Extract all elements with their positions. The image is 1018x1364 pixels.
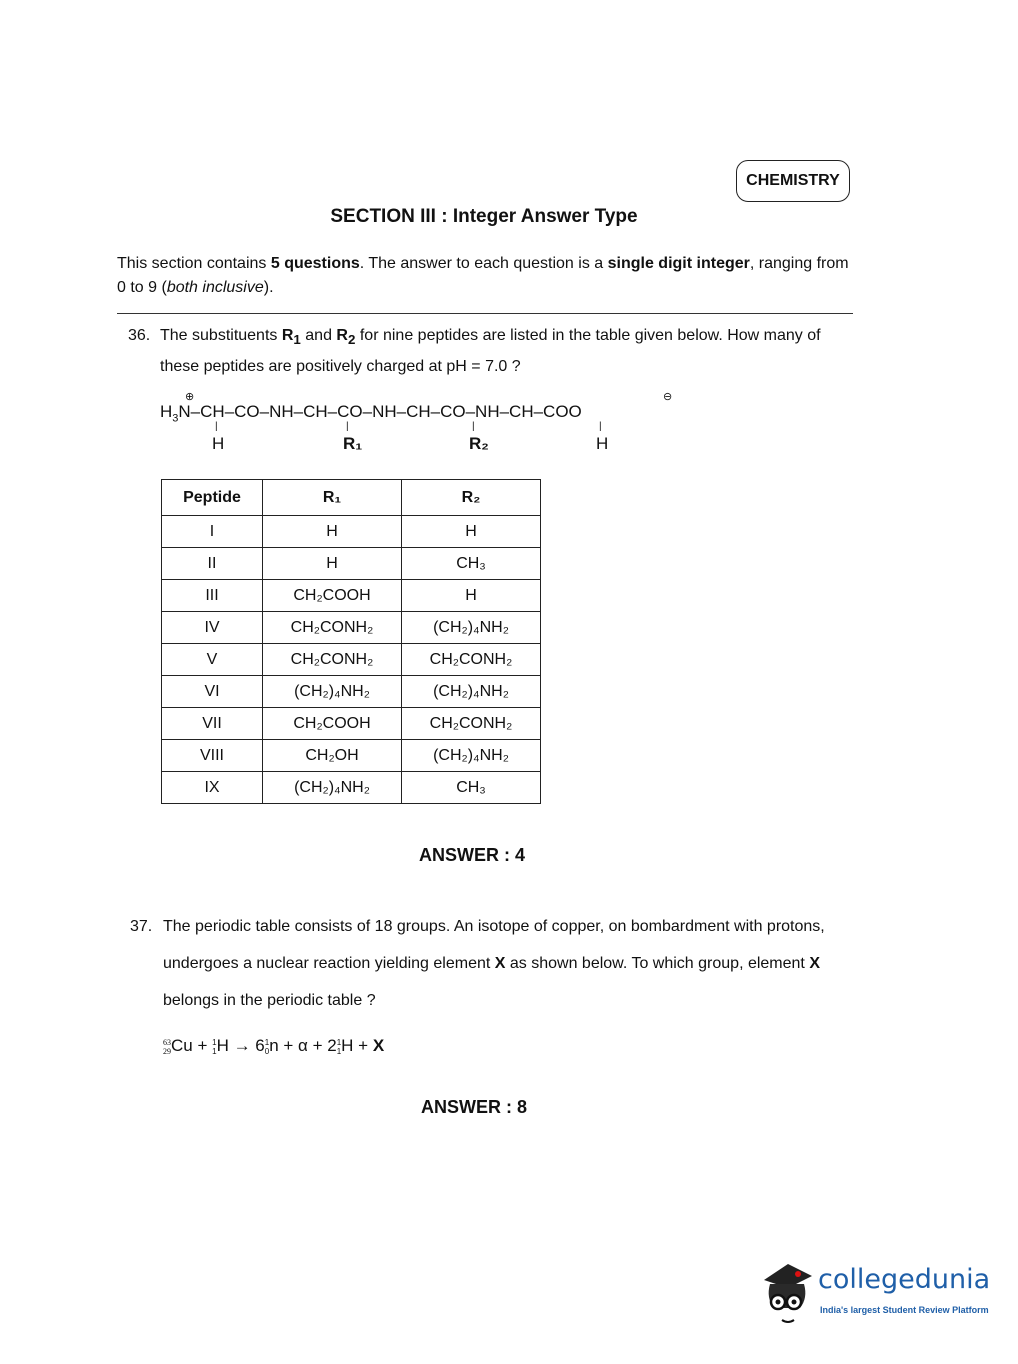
peptide-formula — [160, 390, 700, 460]
question-37 — [130, 908, 860, 1009]
question-number: 36. — [128, 327, 151, 344]
table-cell: CH₂COOH — [263, 708, 402, 740]
table-cell: H — [263, 548, 402, 580]
table-cell: (CH₂)₄NH₂ — [402, 612, 541, 644]
table-row — [162, 772, 541, 804]
question-36 — [128, 322, 858, 376]
table-row — [162, 676, 541, 708]
substituent-r2: R₂ — [469, 434, 489, 453]
table-cell: CH₂COOH — [263, 580, 402, 612]
nuclear-reaction: 63 29Cu + 1 1H → 61 0n + α + 21 1H + X — [163, 1036, 385, 1056]
logo-tagline: India's largest Student Review Platform — [820, 1305, 989, 1315]
table-header: Peptide — [162, 480, 263, 516]
table-cell: CH₂CONH₂ — [402, 644, 541, 676]
table-cell: CH₂OH — [263, 740, 402, 772]
table-row — [162, 612, 541, 644]
table-row — [162, 580, 541, 612]
collegedunia-logo — [760, 1258, 990, 1330]
bond-line: | — [215, 421, 218, 432]
table-header-row — [162, 480, 541, 516]
table-cell: CH₂CONH₂ — [263, 612, 402, 644]
table-cell: H — [402, 516, 541, 548]
substituent-h: H — [596, 434, 609, 453]
table-cell: H — [263, 516, 402, 548]
table-cell: (CH₂)₄NH₂ — [263, 772, 402, 804]
table-cell: V — [162, 644, 263, 676]
table-header: R₂ — [402, 480, 541, 516]
question-text: The periodic table consists of 18 groups. An isotope of copper, on bombardment with protons, undergoes a nuclear reaction yielding element X as shown below. To which group, element X belongs in the periodic table ? — [163, 918, 825, 1009]
table-header: R₁ — [263, 480, 402, 516]
divider — [117, 313, 853, 314]
table-row — [162, 548, 541, 580]
table-cell: II — [162, 548, 263, 580]
table-row — [162, 644, 541, 676]
negative-charge: ⊖ — [663, 391, 673, 403]
table-cell: VI — [162, 676, 263, 708]
table-cell: CH₃ — [402, 548, 541, 580]
table-cell: CH₃ — [402, 772, 541, 804]
table-row — [162, 708, 541, 740]
subject-badge: CHEMISTRY — [736, 160, 850, 202]
table-cell: I — [162, 516, 263, 548]
table-row — [162, 740, 541, 772]
answer-37: ANSWER : 8 — [421, 1097, 528, 1117]
bond-line: | — [472, 421, 475, 432]
table-cell: (CH₂)₄NH₂ — [402, 740, 541, 772]
section-instructions: This section contains 5 questions. The answer to each question is a single digit integer, ranging from 0 to 9 (both inclusive). — [117, 255, 849, 296]
table-cell: (CH₂)₄NH₂ — [402, 676, 541, 708]
logo-name: collegedunia — [818, 1264, 991, 1295]
substituent-r1: R₁ — [343, 434, 363, 453]
table-cell: IV — [162, 612, 263, 644]
table-cell: IX — [162, 772, 263, 804]
answer-36: ANSWER : 4 — [419, 845, 526, 865]
table-cell: III — [162, 580, 263, 612]
bond-line: | — [346, 421, 349, 432]
substituent-h: H — [212, 434, 225, 453]
bond-line: | — [599, 421, 602, 432]
question-text: The substituents $R_1$ and $R_2$ for nine peptides are listed in the table given below. How many of these peptides are positively charged at pH = 7.0 ? — [160, 327, 821, 376]
table-cell: CH₂CONH₂ — [263, 644, 402, 676]
formula-chain: $H_3N-CH-CO-NH-CH-CO-NH-CH-CO-NH-CH$–COO — [160, 402, 582, 425]
table-cell: VIII — [162, 740, 263, 772]
positive-charge: ⊕ — [185, 391, 195, 403]
table-cell: (CH₂)₄NH₂ — [263, 676, 402, 708]
table-cell: H — [402, 580, 541, 612]
table-cell: VII — [162, 708, 263, 740]
mascot-icon — [760, 1258, 816, 1330]
table-row — [162, 516, 541, 548]
peptide-table — [161, 479, 541, 804]
table-cell: CH₂CONH₂ — [402, 708, 541, 740]
section-title: SECTION III : Integer Answer Type — [330, 206, 638, 227]
question-number: 37. — [130, 918, 153, 935]
